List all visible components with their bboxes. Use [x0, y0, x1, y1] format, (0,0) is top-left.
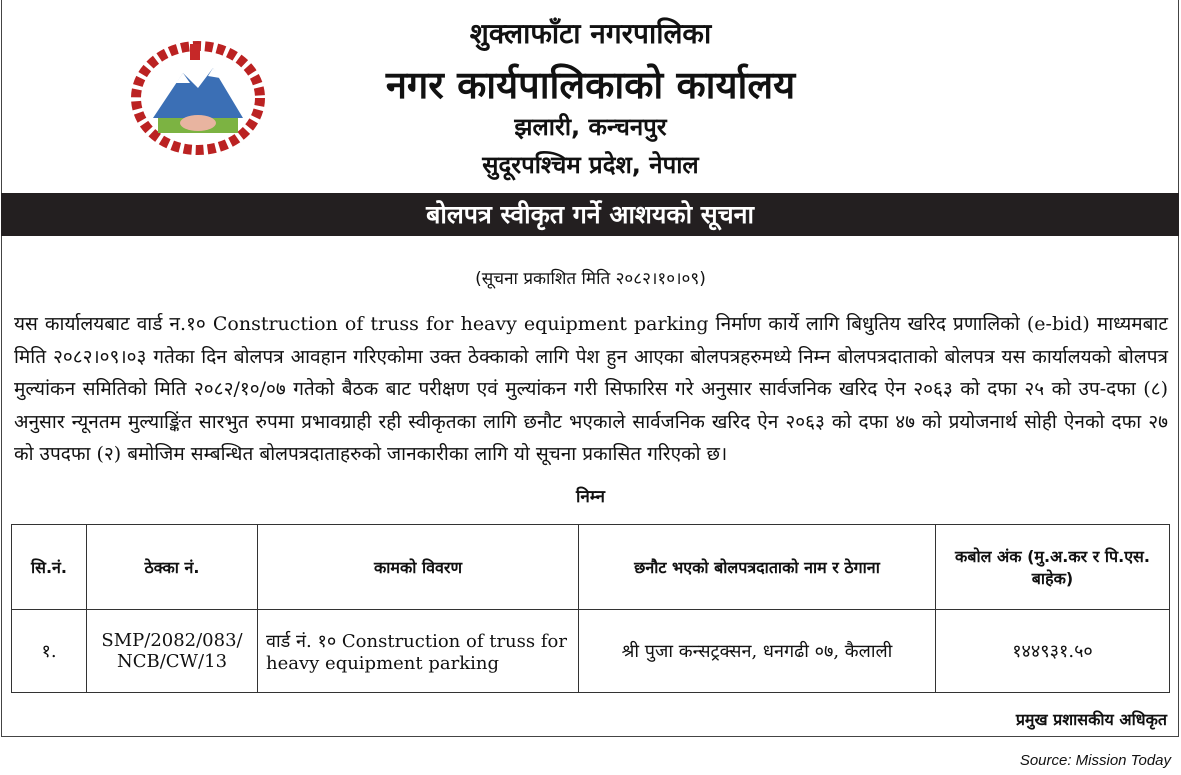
cell-description: वार्ड नं. १० Construction of truss for heavy equipment parking	[258, 610, 579, 693]
address: झलारी, कन्चनपुर	[514, 113, 667, 141]
signature-title: प्रमुख प्रशासकीय अधिकृत	[1015, 710, 1167, 729]
notice-body: यस कार्यालयबाट वार्ड न.१० Construction of truss for heavy equipment parking निर्माण कार्ये लागि बिधुतिय खरिद प्रणालिको (e-bid) माध्यमबाट मिति २०८२।०९।०३ गतेका दिन बोलपत्र आवहान गरिएकोमा उक्त ठेक्काको लागि पेश हुन आएका बोलपत्रहरुमध्ये निम्न बोलपत्रदाताको बोलपत्र यस कार्यालयको बोलपत्र मुल्यांकन समितिको मिति २०८२/१०/०७ गतेको बैठक बाट परीक्षण एवं मुल्यांकन गरी सिफारिस गरे अनुसार सार्वजनिक खरिद ऐन २०६३ को दफा २५ को उप-दफा (८) अनुसार न्यूनतम मुल्याङ्किंत सारभुत रुपमा प्रभावग्राही रही स्वीकृतका लागि छनौट भएकाले सार्वजनिक खरिद ऐन २०६३ को दफा ४७ को प्रयोजनार्थ सोही ऐनको दफा २७ को उपदफा (२) बमोजिम सम्बन्धित बोलपत्रदाताहरुको जानकारीका लागि यो सूचना प्रकासित गरिएको छ।	[14, 313, 1168, 465]
cell-sn: १.	[12, 610, 87, 693]
award-table	[11, 524, 1170, 693]
cell-bidder: श्री पुजा कन्सट्रक्सन, धनगढी ०७, कैलाली	[579, 610, 936, 693]
published-date: (सूचना प्रकाशित मिति २०८२।१०।०९)	[475, 269, 706, 289]
province: सुदूरपश्चिम प्रदेश, नेपाल	[482, 151, 699, 179]
col-header-description: कामको विवरण	[258, 525, 579, 610]
municipality-name: शुक्लाफाँटा नगरपालिका	[469, 17, 712, 50]
notice-title: बोलपत्र स्वीकृत गर्ने आशयको सूचना	[1, 193, 1179, 236]
table-header-row	[12, 525, 1170, 610]
col-header-contract-no: ठेक्का नं.	[87, 525, 258, 610]
col-header-amount: कबोल अंक (मु.अ.कर र पि.एस. बाहेक)	[936, 525, 1170, 610]
source-credit: Source: Mission Today	[1019, 752, 1171, 769]
col-header-bidder: छनौट भएको बोलपत्रदाताको नाम र ठेगाना	[579, 525, 936, 610]
table-caption: निम्न	[575, 487, 605, 507]
cell-amount: १४४९३१.५०	[936, 610, 1170, 693]
col-header-sn: सि.नं.	[12, 525, 87, 610]
office-name: नगर कार्यपालिकाको कार्यालय	[385, 63, 796, 107]
cell-contract-no: SMP/2082/083/ NCB/CW/13	[87, 610, 258, 693]
table-row	[12, 610, 1170, 693]
